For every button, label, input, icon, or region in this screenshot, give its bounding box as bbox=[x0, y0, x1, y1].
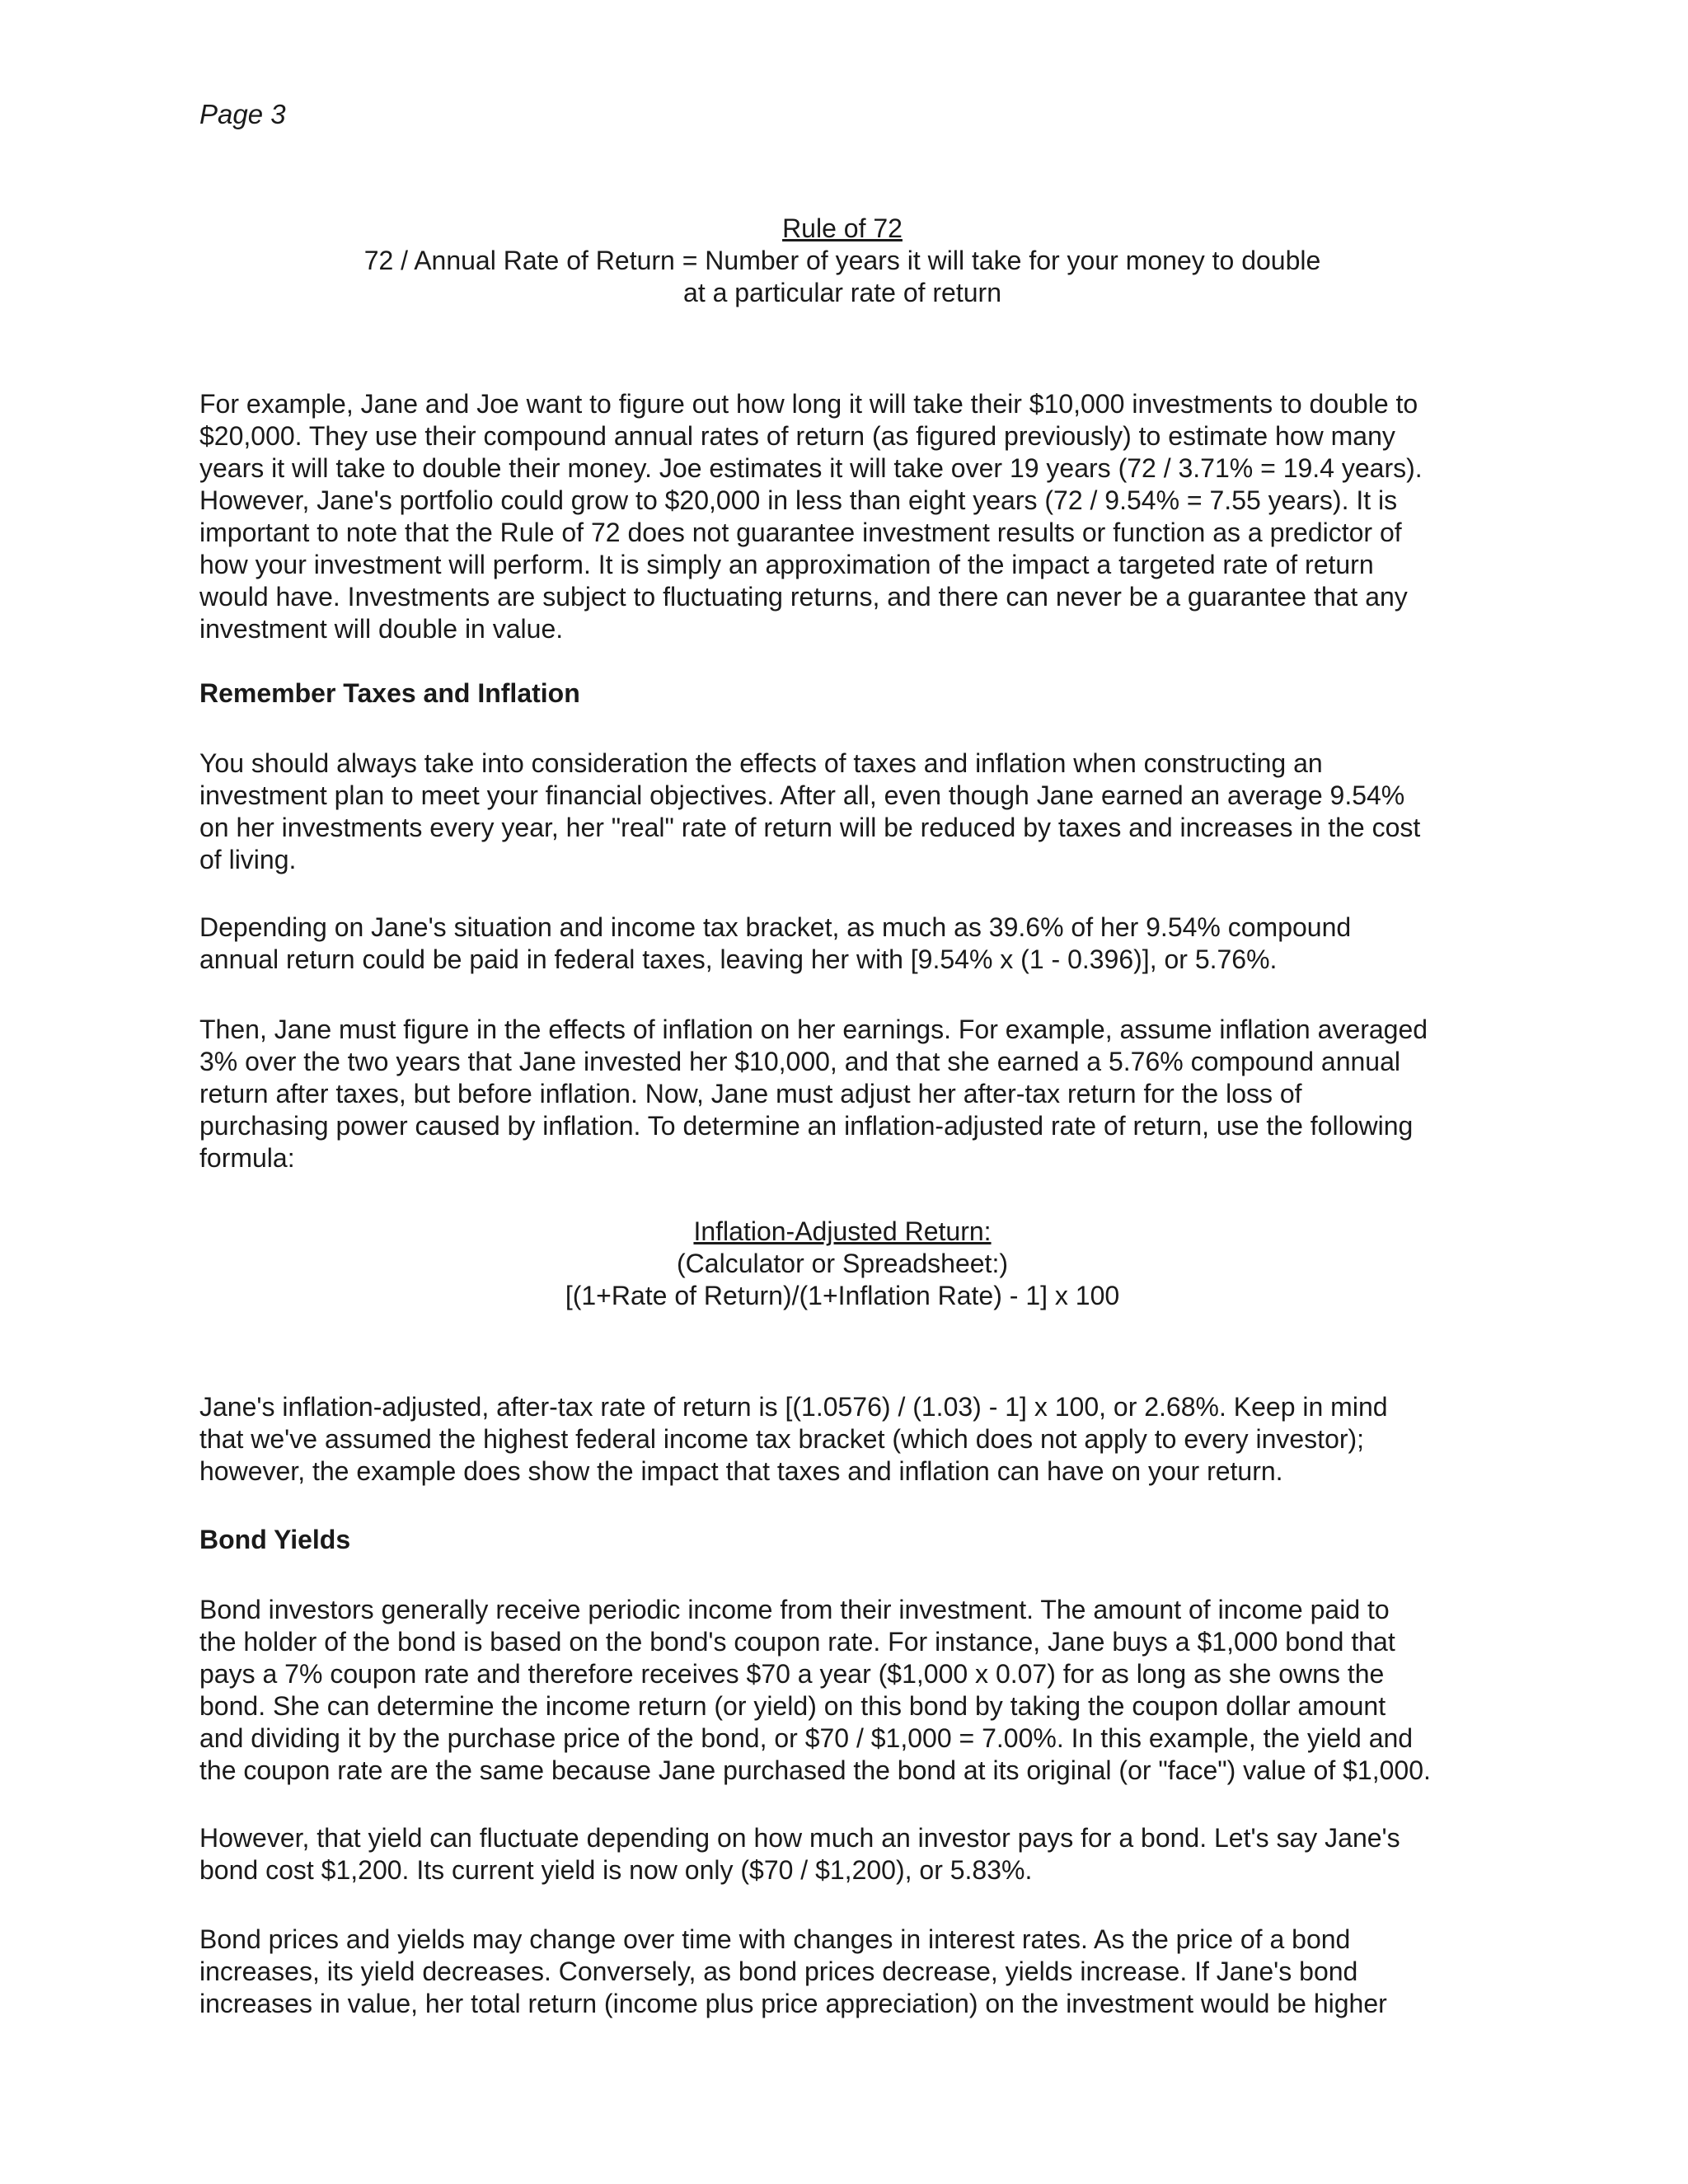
paragraph-line: bond cost $1,200. Its current yield is now only ($70 / $1,200), or 5.83%. bbox=[199, 1855, 1033, 1885]
paragraph-line: increases in value, her total return (income plus price appreciation) on the investment would be higher bbox=[199, 1989, 1387, 2018]
paragraph-line: Jane's inflation-adjusted, after-tax rate of return is [(1.0576) / (1.03) - 1] x 100, or 2.68%. Keep in mind bbox=[199, 1392, 1388, 1422]
rule-of-72-title: Rule of 72 bbox=[782, 213, 903, 243]
paragraph-line: pays a 7% coupon rate and therefore receives $70 a year ($1,000 x 0.07) for as long as she owns the bbox=[199, 1659, 1385, 1689]
taxes-paragraph-2 bbox=[199, 912, 1502, 976]
paragraph-line: However, Jane's portfolio could grow to $20,000 in less than eight years (72 / 9.54% = 7.55 years). It is bbox=[199, 485, 1398, 515]
paragraph-line: Then, Jane must figure in the effects of inflation on her earnings. For example, assume inflation averaged bbox=[199, 1015, 1428, 1044]
paragraph-line: investment will double in value. bbox=[199, 614, 564, 644]
rule-of-72-formula-line: 72 / Annual Rate of Return = Number of years it will take for your money to double bbox=[363, 246, 1321, 275]
paragraph-line: the coupon rate are the same because Jane purchased the bond at its original (or "face") value of $1,000. bbox=[199, 1755, 1431, 1785]
paragraph-line: Bond investors generally receive periodic income from their investment. The amount of income paid to bbox=[199, 1595, 1390, 1624]
paragraph-line: Depending on Jane's situation and income tax bracket, as much as 39.6% of her 9.54% compound bbox=[199, 912, 1352, 942]
inflation-formula-line: [(1+Rate of Return)/(1+Inflation Rate) - 1] x 100 bbox=[565, 1281, 1120, 1310]
bond-paragraph-3 bbox=[199, 1924, 1502, 2020]
inflation-result-paragraph bbox=[199, 1391, 1502, 1488]
bond-paragraph-2 bbox=[199, 1822, 1502, 1886]
paragraph-line: investment plan to meet your financial objectives. After all, even though Jane earned an average 9.54% bbox=[199, 780, 1405, 810]
rule-of-72-block bbox=[199, 213, 1485, 309]
paragraph-line: You should always take into consideration the effects of taxes and inflation when constructing an bbox=[199, 748, 1323, 778]
paragraph-line: that we've assumed the highest federal income tax bracket (which does not apply to every investor); bbox=[199, 1424, 1365, 1454]
inflation-formula-line: (Calculator or Spreadsheet:) bbox=[677, 1249, 1008, 1278]
section-heading-bond-yields: Bond Yields bbox=[199, 1525, 351, 1554]
paragraph-line: years it will take to double their money. Joe estimates it will take over 19 years (72 / 3.71% = 19.4 years). bbox=[199, 453, 1423, 483]
paragraph-line: important to note that the Rule of 72 does not guarantee investment results or function as a predictor of bbox=[199, 518, 1402, 547]
paragraph-line: would have. Investments are subject to fluctuating returns, and there can never be a guarantee that any bbox=[199, 582, 1408, 612]
rule-of-72-example-paragraph bbox=[199, 388, 1502, 645]
paragraph-line: of living. bbox=[199, 845, 297, 874]
rule-of-72-formula-line: at a particular rate of return bbox=[683, 278, 1001, 307]
inflation-formula-block bbox=[199, 1216, 1485, 1312]
paragraph-line: on her investments every year, her "real" rate of return will be reduced by taxes and increases in the cost bbox=[199, 813, 1421, 842]
taxes-paragraph-1 bbox=[199, 748, 1502, 876]
paragraph-line: and dividing it by the purchase price of the bond, or $70 / $1,000 = 7.00%. In this example, the yield and bbox=[199, 1723, 1414, 1753]
paragraph-line: purchasing power caused by inflation. To determine an inflation-adjusted rate of return, use the following bbox=[199, 1111, 1414, 1141]
paragraph-line: formula: bbox=[199, 1143, 295, 1173]
page-number: Page 3 bbox=[199, 99, 286, 129]
taxes-paragraph-3 bbox=[199, 1014, 1502, 1174]
paragraph-line: For example, Jane and Joe want to figure out how long it will take their $10,000 investments to double to bbox=[199, 389, 1418, 419]
paragraph-line: the holder of the bond is based on the bond's coupon rate. For instance, Jane buys a $1,000 bond that bbox=[199, 1627, 1395, 1657]
paragraph-line: how your investment will perform. It is simply an approximation of the impact a targeted rate of return bbox=[199, 550, 1374, 579]
inflation-formula-title: Inflation-Adjusted Return: bbox=[693, 1216, 992, 1246]
section-heading-taxes-inflation: Remember Taxes and Inflation bbox=[199, 678, 580, 708]
paragraph-line: Bond prices and yields may change over time with changes in interest rates. As the price of a bond bbox=[199, 1924, 1351, 1954]
bond-paragraph-1 bbox=[199, 1594, 1502, 1787]
paragraph-line: however, the example does show the impact that taxes and inflation can have on your return. bbox=[199, 1456, 1283, 1486]
paragraph-line: 3% over the two years that Jane invested her $10,000, and that she earned a 5.76% compound annual bbox=[199, 1047, 1400, 1076]
paragraph-line: annual return could be paid in federal taxes, leaving her with [9.54% x (1 - 0.396)], or 5.76%. bbox=[199, 944, 1278, 974]
paragraph-line: $20,000. They use their compound annual rates of return (as figured previously) to estimate how many bbox=[199, 421, 1395, 451]
paragraph-line: bond. She can determine the income return (or yield) on this bond by taking the coupon dollar amount bbox=[199, 1691, 1386, 1721]
paragraph-line: return after taxes, but before inflation. Now, Jane must adjust her after-tax return for the loss of bbox=[199, 1079, 1302, 1108]
paragraph-line: However, that yield can fluctuate depending on how much an investor pays for a bond. Let's say Jane's bbox=[199, 1823, 1400, 1853]
paragraph-line: increases, its yield decreases. Conversely, as bond prices decrease, yields increase. If Jane's bond bbox=[199, 1957, 1358, 1986]
